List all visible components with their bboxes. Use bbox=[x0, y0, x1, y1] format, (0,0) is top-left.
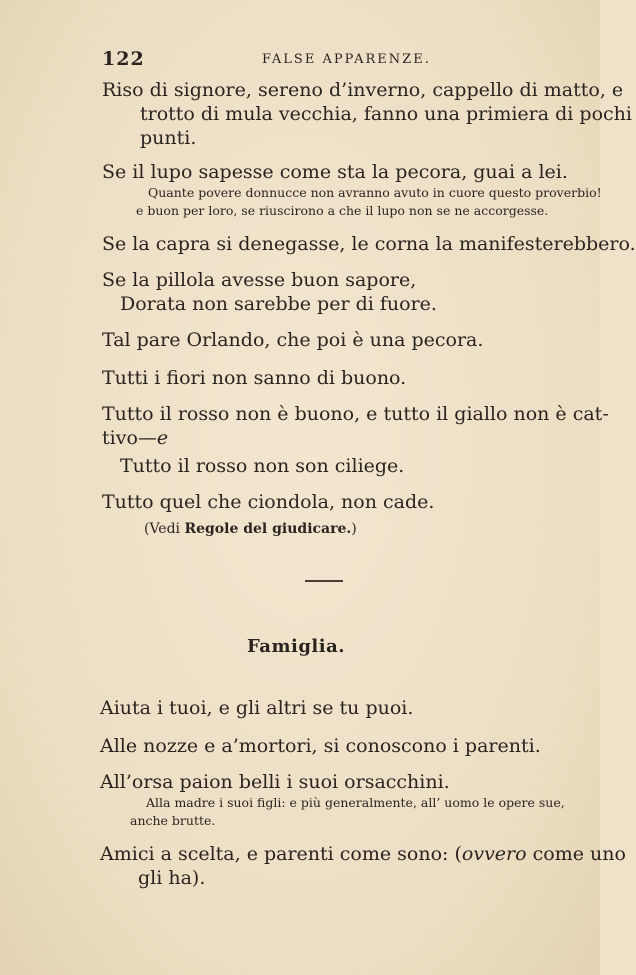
proverb-line: Dorata non sarebbe per di fuore. bbox=[120, 293, 437, 315]
proverb-line-text: tivo— bbox=[102, 427, 157, 449]
commentary-note-line: Alla madre i suoi figli: e più generalmente, all’ uomo le opere sue, bbox=[146, 795, 565, 810]
proverb-line: Se la pillola avesse buon sapore, bbox=[102, 269, 417, 291]
cross-reference-close: ) bbox=[351, 521, 357, 537]
proverb-line: Se la capra si denegasse, le corna la manifesterebbero. bbox=[102, 233, 636, 255]
proverb-line: gli ha). bbox=[138, 867, 206, 889]
proverb-line: Tutto il rosso non son ciliege. bbox=[120, 455, 405, 477]
page-header bbox=[102, 48, 542, 72]
proverb-entry bbox=[120, 454, 582, 478]
proverb-line: punti. bbox=[140, 127, 197, 149]
proverb-line: trotto di mula vecchia, fanno una primiera di pochi bbox=[140, 103, 632, 125]
proverb-line: Se il lupo sapesse come sta la pecora, guai a lei. bbox=[102, 161, 568, 183]
commentary-note-line: anche brutte. bbox=[130, 813, 216, 828]
commentary-note-line: Quante povere donnucce non avranno avuto in cuore questo proverbio! bbox=[148, 185, 602, 200]
page-number: 122 bbox=[102, 48, 145, 70]
proverb-line: Tutto il rosso non è buono, e tutto il giallo non è cat- bbox=[102, 403, 609, 425]
proverb-line: Tutto quel che ciondola, non cade. bbox=[102, 491, 435, 513]
section-title: Famiglia. bbox=[247, 636, 346, 657]
commentary-note-line: e buon per loro, se riuscirono a che il lupo non se ne accorgesse. bbox=[136, 203, 549, 218]
cross-reference bbox=[144, 520, 357, 538]
proverb-entry bbox=[102, 402, 609, 450]
proverb-line-text: Amici a scelta, e parenti come sono: ( bbox=[100, 843, 462, 865]
proverb-entry bbox=[100, 770, 562, 794]
proverb-line: All’orsa paion belli i suoi orsacchini. bbox=[100, 771, 450, 793]
proverb-entry bbox=[102, 268, 564, 316]
cross-reference-title: Regole del giudicare. bbox=[184, 521, 352, 537]
running-title: FALSE APPARENZE. bbox=[262, 52, 431, 67]
proverb-line bbox=[102, 426, 564, 450]
proverb-line: Tal pare Orlando, che poi è una pecora. bbox=[102, 329, 484, 351]
proverb-entry bbox=[100, 734, 562, 758]
proverb-entry bbox=[102, 232, 636, 256]
proverb-line: Alle nozze e a’mortori, si conoscono i parenti. bbox=[100, 735, 541, 757]
proverb-entry bbox=[102, 328, 564, 352]
proverb-entry bbox=[100, 842, 626, 890]
section-divider bbox=[305, 580, 343, 582]
proverb-entry bbox=[102, 160, 568, 184]
proverb-line-italic: ovvero bbox=[461, 843, 527, 865]
cross-reference-open: (Vedi bbox=[144, 521, 185, 537]
proverb-line: Riso di signore, sereno d’inverno, cappello di matto, e bbox=[102, 79, 624, 101]
proverb-line bbox=[100, 842, 626, 866]
proverb-entry bbox=[102, 490, 564, 514]
proverb-line: Aiuta i tuoi, e gli altri se tu puoi. bbox=[100, 697, 414, 719]
proverb-entry bbox=[100, 696, 562, 720]
proverb-line: Tutti i fiori non sanno di buono. bbox=[102, 367, 407, 389]
proverb-entry bbox=[102, 366, 564, 390]
proverb-entry bbox=[102, 78, 632, 150]
proverb-line-text: come uno bbox=[526, 843, 626, 865]
proverb-line-italic: e bbox=[156, 427, 169, 449]
